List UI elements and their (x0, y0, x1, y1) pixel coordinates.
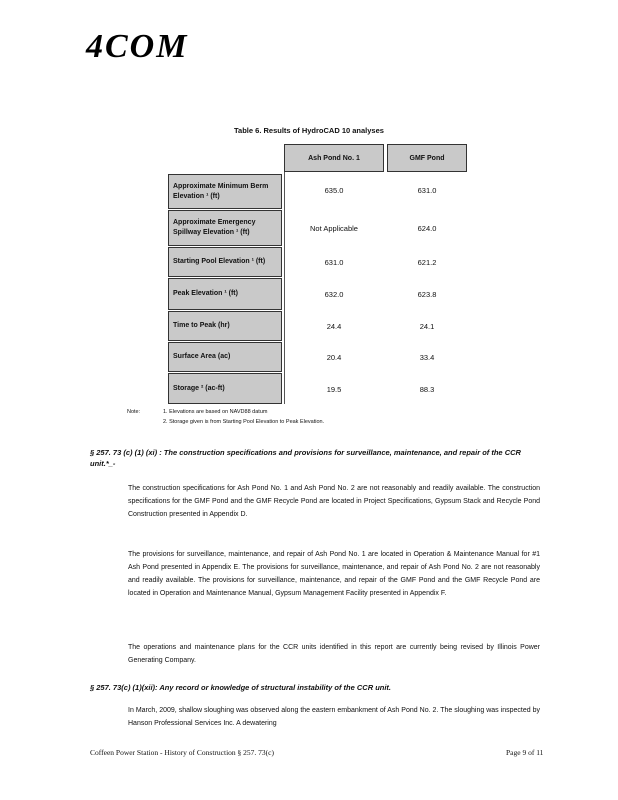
section-heading: § 257. 73 (c) (1) (xi) : The construction specifications and provisions for surveillance, maintenance, and repair of the CCR unit.*_- (90, 448, 521, 468)
cell-gmf: 88.3 (419, 385, 435, 394)
row-label: Starting Pool Elevation ¹ (ft) (168, 247, 282, 277)
cell-gmf: 631.0 (417, 186, 437, 195)
paragraph: The operations and maintenance plans for the CCR units identified in this report are currently being revised by Illinois Power Generating Company. (128, 644, 540, 664)
paragraph: The construction specifications for Ash Pond No. 1 and Ash Pond No. 2 are not reasonably and readily available. The construction specifications for the GMF Pond and the GMF Recycle Pond are located in Project Specifications, Gypsum Stack and Recycle Pond Construction presented in Appendix D. (128, 485, 540, 518)
cell-gmf: 24.1 (419, 322, 435, 331)
row-label: Approximate Minimum Berm Elevation ¹ (ft) (168, 174, 282, 209)
note-label: Note: (127, 409, 141, 415)
cell-ash: 24.4 (326, 322, 342, 331)
footer-title: Coffeen Power Station - History of Construction § 257. 73(c) (90, 748, 275, 757)
row-label: Surface Area (ac) (168, 342, 282, 372)
company-logo (86, 30, 316, 64)
row-label: Storage ² (ac-ft) (168, 373, 282, 404)
paragraph: The provisions for surveillance, maintenance, and repair of Ash Pond No. 1 are located in Operation & Maintenance Manual for #1 Ash Pond presented in Appendix E. The provisions for surveillance, maintenance, and repair of Ash Pond No. 2 are not reasonably and readily available. The provisions for surveillance, maintenance, and repair of the GMF Pond and the GMF Recycle Pond are located in Operation and Maintenance Manual, Gypsum Management Facility presented in Appendix F. (128, 551, 540, 597)
section-heading: § 257. 73(c) (1)(xii): Any record or knowledge of structural instability of the CCR unit. (90, 683, 392, 692)
cell-ash: 631.0 (324, 258, 344, 267)
cell-ash: 632.0 (324, 290, 344, 299)
paragraph: In March, 2009, shallow sloughing was observed along the eastern embankment of Ash Pond No. 2. The sloughing was inspected by Hanson Professional Services Inc. A dewatering (128, 707, 540, 727)
column-divider (284, 172, 285, 404)
note-item: 2. Storage given is from Starting Pool Elevation to Peak Elevation. (163, 419, 325, 425)
cell-gmf: 621.2 (417, 258, 437, 267)
table-notes (127, 407, 324, 427)
cell-ash: 19.5 (326, 385, 342, 394)
column-header-ash-pond: Ash Pond No. 1 (284, 144, 384, 172)
row-label: Time to Peak (hr) (168, 311, 282, 341)
cell-gmf: 623.8 (417, 290, 437, 299)
cell-gmf: 33.4 (419, 353, 435, 362)
table-title: Table 6. Results of HydroCAD 10 analyses (234, 126, 384, 135)
cell-gmf: 624.0 (417, 224, 437, 233)
column-header-gmf-pond: GMF Pond (387, 144, 467, 172)
cell-ash: 635.0 (324, 186, 344, 195)
row-label: Peak Elevation ¹ (ft) (168, 278, 282, 310)
cell-ash: 20.4 (326, 353, 342, 362)
row-label: Approximate Emergency Spillway Elevation ¹ (ft) (168, 210, 282, 246)
page-number: Page 9 of 11 (506, 748, 544, 757)
logo-text: 4COM (86, 28, 189, 65)
note-item: 1. Elevations are based on NAVD88 datum (163, 409, 268, 415)
cell-ash: Not Applicable (310, 224, 358, 233)
